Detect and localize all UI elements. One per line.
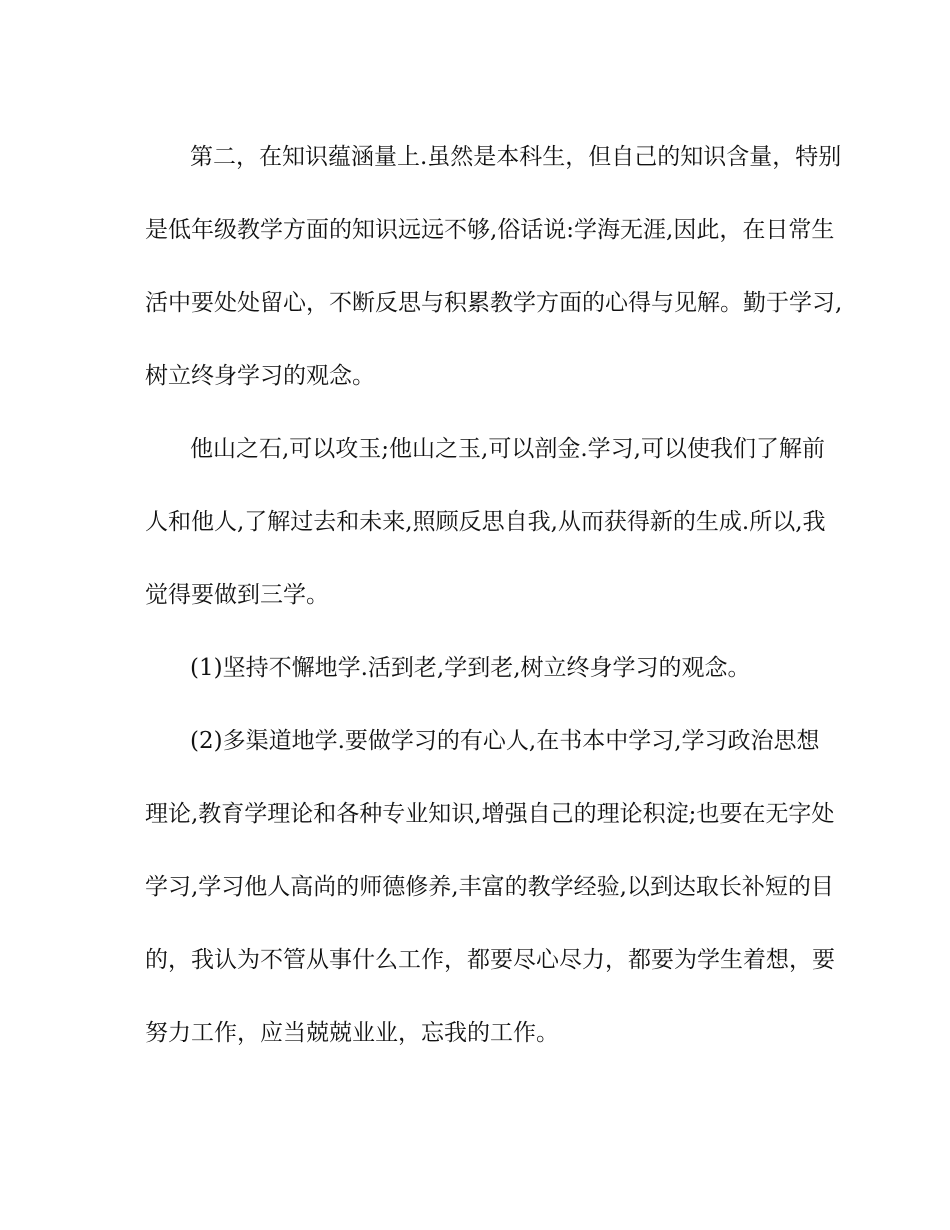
text-line: 第二，在知识蕴涵量上.虽然是本科生，但自己的知识含量，特别 <box>190 144 842 170</box>
text-line: (1)坚持不懈地学.活到老,学到老,树立终身学习的观念。 <box>190 655 751 681</box>
text-line: 人和他人,了解过去和未来,照顾反思自我,从而获得新的生成.所以,我 <box>145 509 826 535</box>
text-line: 觉得要做到三学。 <box>145 582 329 608</box>
text-line: 学习,学习他人高尚的师德修养,丰富的教学经验,以到达取长补短的目 <box>145 874 834 900</box>
text-line: 树立终身学习的观念。 <box>145 363 375 389</box>
text-line: 活中要处处留心，不断反思与积累教学方面的心得与见解。勤于学习, <box>145 290 843 316</box>
text-line: 是低年级教学方面的知识远远不够,俗话说:学海无涯,因此，在日常生 <box>145 217 835 243</box>
text-line: 的，我认为不管从事什么工作，都要尽心尽力，都要为学生着想，要 <box>145 947 835 973</box>
text-line: 理论,教育学理论和各种专业知识,增强自己的理论积淀;也要在无字处 <box>145 801 835 827</box>
text-line: 他山之石,可以攻玉;他山之玉,可以剖金.学习,可以使我们了解前 <box>190 436 825 462</box>
text-line: 努力工作，应当兢兢业业，忘我的工作。 <box>145 1020 559 1046</box>
text-line: (2)多渠道地学.要做学习的有心人,在书本中学习,学习政治思想 <box>190 728 820 754</box>
